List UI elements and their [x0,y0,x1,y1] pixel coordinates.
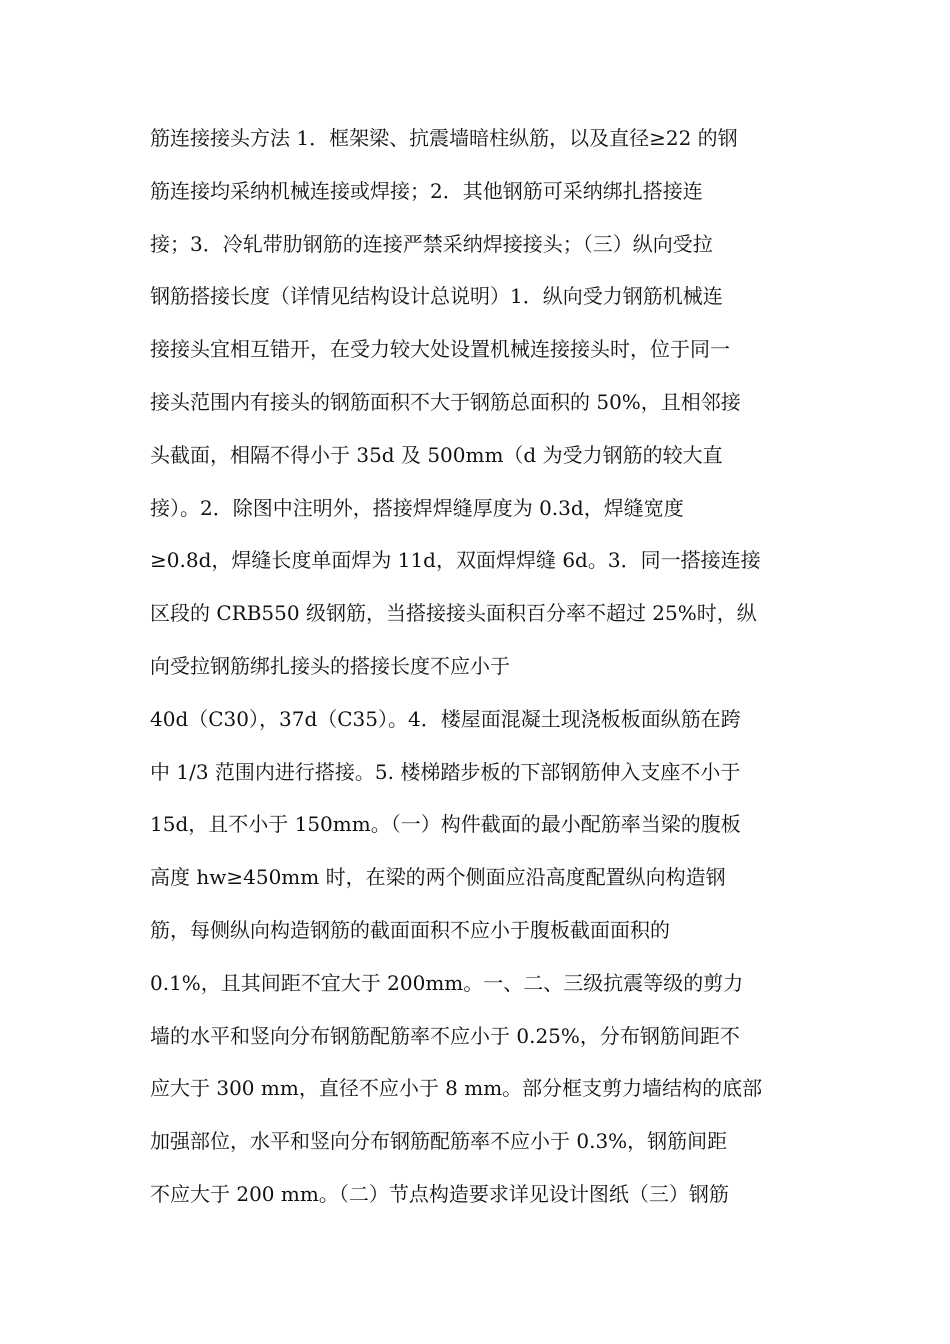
text-line: 钢筋搭接长度（详情见结构设计总说明）1．纵向受力钢筋机械连 [150,284,723,309]
text-line: ≥0.8d，焊缝长度单面焊为 11d，双面焊焊缝 6d。3．同一搭接连接 [150,548,761,573]
text-line: 加强部位，水平和竖向分布钢筋配筋率不应小于 0.3%，钢筋间距 [150,1129,728,1154]
text-line: 向受拉钢筋绑扎接头的搭接长度不应小于 [150,653,510,678]
text-line: 墙的水平和竖向分布钢筋配筋率不应小于 0.25%，分布钢筋间距不 [150,1023,740,1048]
text-line: 接头范围内有接头的钢筋面积不大于钢筋总面积的 50%，且相邻接 [150,389,741,414]
text-line: 不应大于 200 mm。（二）节点构造要求详见设计图纸（三）钢筋 [150,1181,729,1206]
text-line: 接接头宜相互错开，在受力较大处设置机械连接接头时，位于同一 [150,337,730,362]
text-line: 应大于 300 mm，直径不应小于 8 mm。部分框支剪力墙结构的底部 [150,1076,763,1101]
text-line: 头截面，相隔不得小于 35d 及 500mm（d 为受力钢筋的较大直 [150,442,723,467]
text-line: 中 1/3 范围内进行搭接。5. 楼梯踏步板的下部钢筋伸入支座不小于 [150,759,741,784]
text-line: 40d（C30），37d（C35）。4．楼屋面混凝土现浇板板面纵筋在跨 [150,706,741,731]
text-line: 高度 hw≥450mm 时，在梁的两个侧面应沿高度配置纵向构造钢 [150,865,726,890]
text-line: 0.1%，且其间距不宜大于 200mm。一、二、三级抗震等级的剪力 [150,970,744,995]
text-line: 筋，每侧纵向构造钢筋的截面面积不应小于腹板截面面积的 [150,917,670,942]
text-line: 筋连接均采纳机械连接或焊接；2．其他钢筋可采纳绑扎搭接连 [150,178,703,203]
text-line: 接）。2．除图中注明外，搭接焊焊缝厚度为 0.3d，焊缝宽度 [150,495,684,520]
text-line: 15d，且不小于 150mm。（一）构件截面的最小配筋率当梁的腹板 [150,812,741,837]
text-line: 区段的 CRB550 级钢筋，当搭接接头面积百分率不超过 25%时，纵 [150,601,757,626]
body-text [150,112,810,1221]
text-line: 接；3．冷轧带肋钢筋的连接严禁采纳焊接接头；（三）纵向受拉 [150,231,713,256]
text-line: 筋连接接头方法 1．框架梁、抗震墙暗柱纵筋，以及直径≥22 的钢 [150,126,738,150]
